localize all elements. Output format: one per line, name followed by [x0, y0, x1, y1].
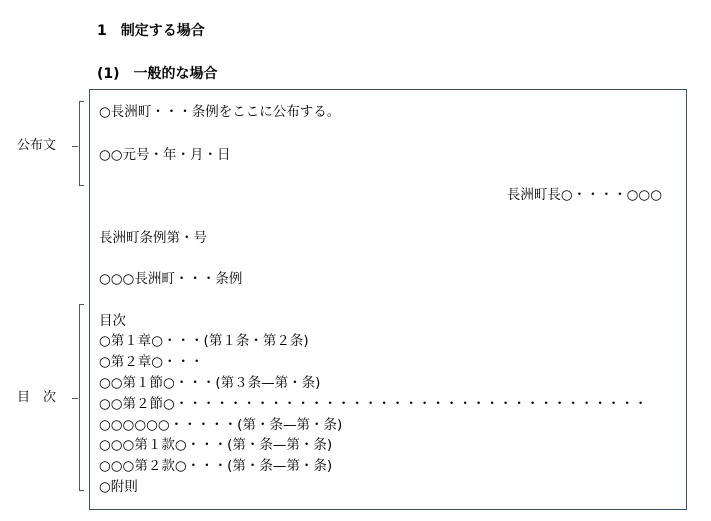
promulgation-label: 公布文: [17, 138, 57, 153]
toc-entry: ○○○○○○・・・・・(第・条—第・条): [99, 417, 343, 433]
section-heading: 1 制定する場合: [97, 23, 205, 39]
subsection-heading: (1) 一般的な場合: [97, 66, 218, 82]
contents-label: 目 次: [17, 390, 57, 405]
toc-entry: ○○○第２款○・・・(第・条—第・条): [99, 458, 333, 474]
toc-title: 目次: [99, 313, 126, 329]
toc-entry: ○第２章○・・・: [99, 354, 204, 370]
toc-entry: ○○第１節○・・・(第３条—第・条): [99, 375, 321, 391]
toc-entry: ○○第２節○・・・・・・・・・・・・・・・・・・・・・・・・・・・・・・・・・・・: [99, 396, 648, 412]
signature-line: 長洲町長○・・・・○○○: [506, 187, 662, 203]
promulgation-line: ○長洲町・・・条例をここに公布する。: [99, 104, 341, 120]
promulgation-bracket-tick: [72, 146, 78, 147]
date-line: ○○元号・年・月・日: [99, 147, 231, 163]
document-box: [89, 89, 687, 510]
toc-entry: ○第１章○・・・(第１条・第２条): [99, 333, 309, 349]
toc-entry: ○○○第１款○・・・(第・条—第・条): [99, 437, 333, 453]
contents-bracket: [79, 304, 84, 491]
promulgation-bracket: [79, 101, 84, 186]
contents-bracket-tick: [72, 398, 78, 399]
ordinance-number: 長洲町条例第・号: [99, 230, 207, 246]
ordinance-title: ○○○長洲町・・・条例: [99, 271, 243, 287]
toc-entry: ○附則: [99, 479, 138, 495]
